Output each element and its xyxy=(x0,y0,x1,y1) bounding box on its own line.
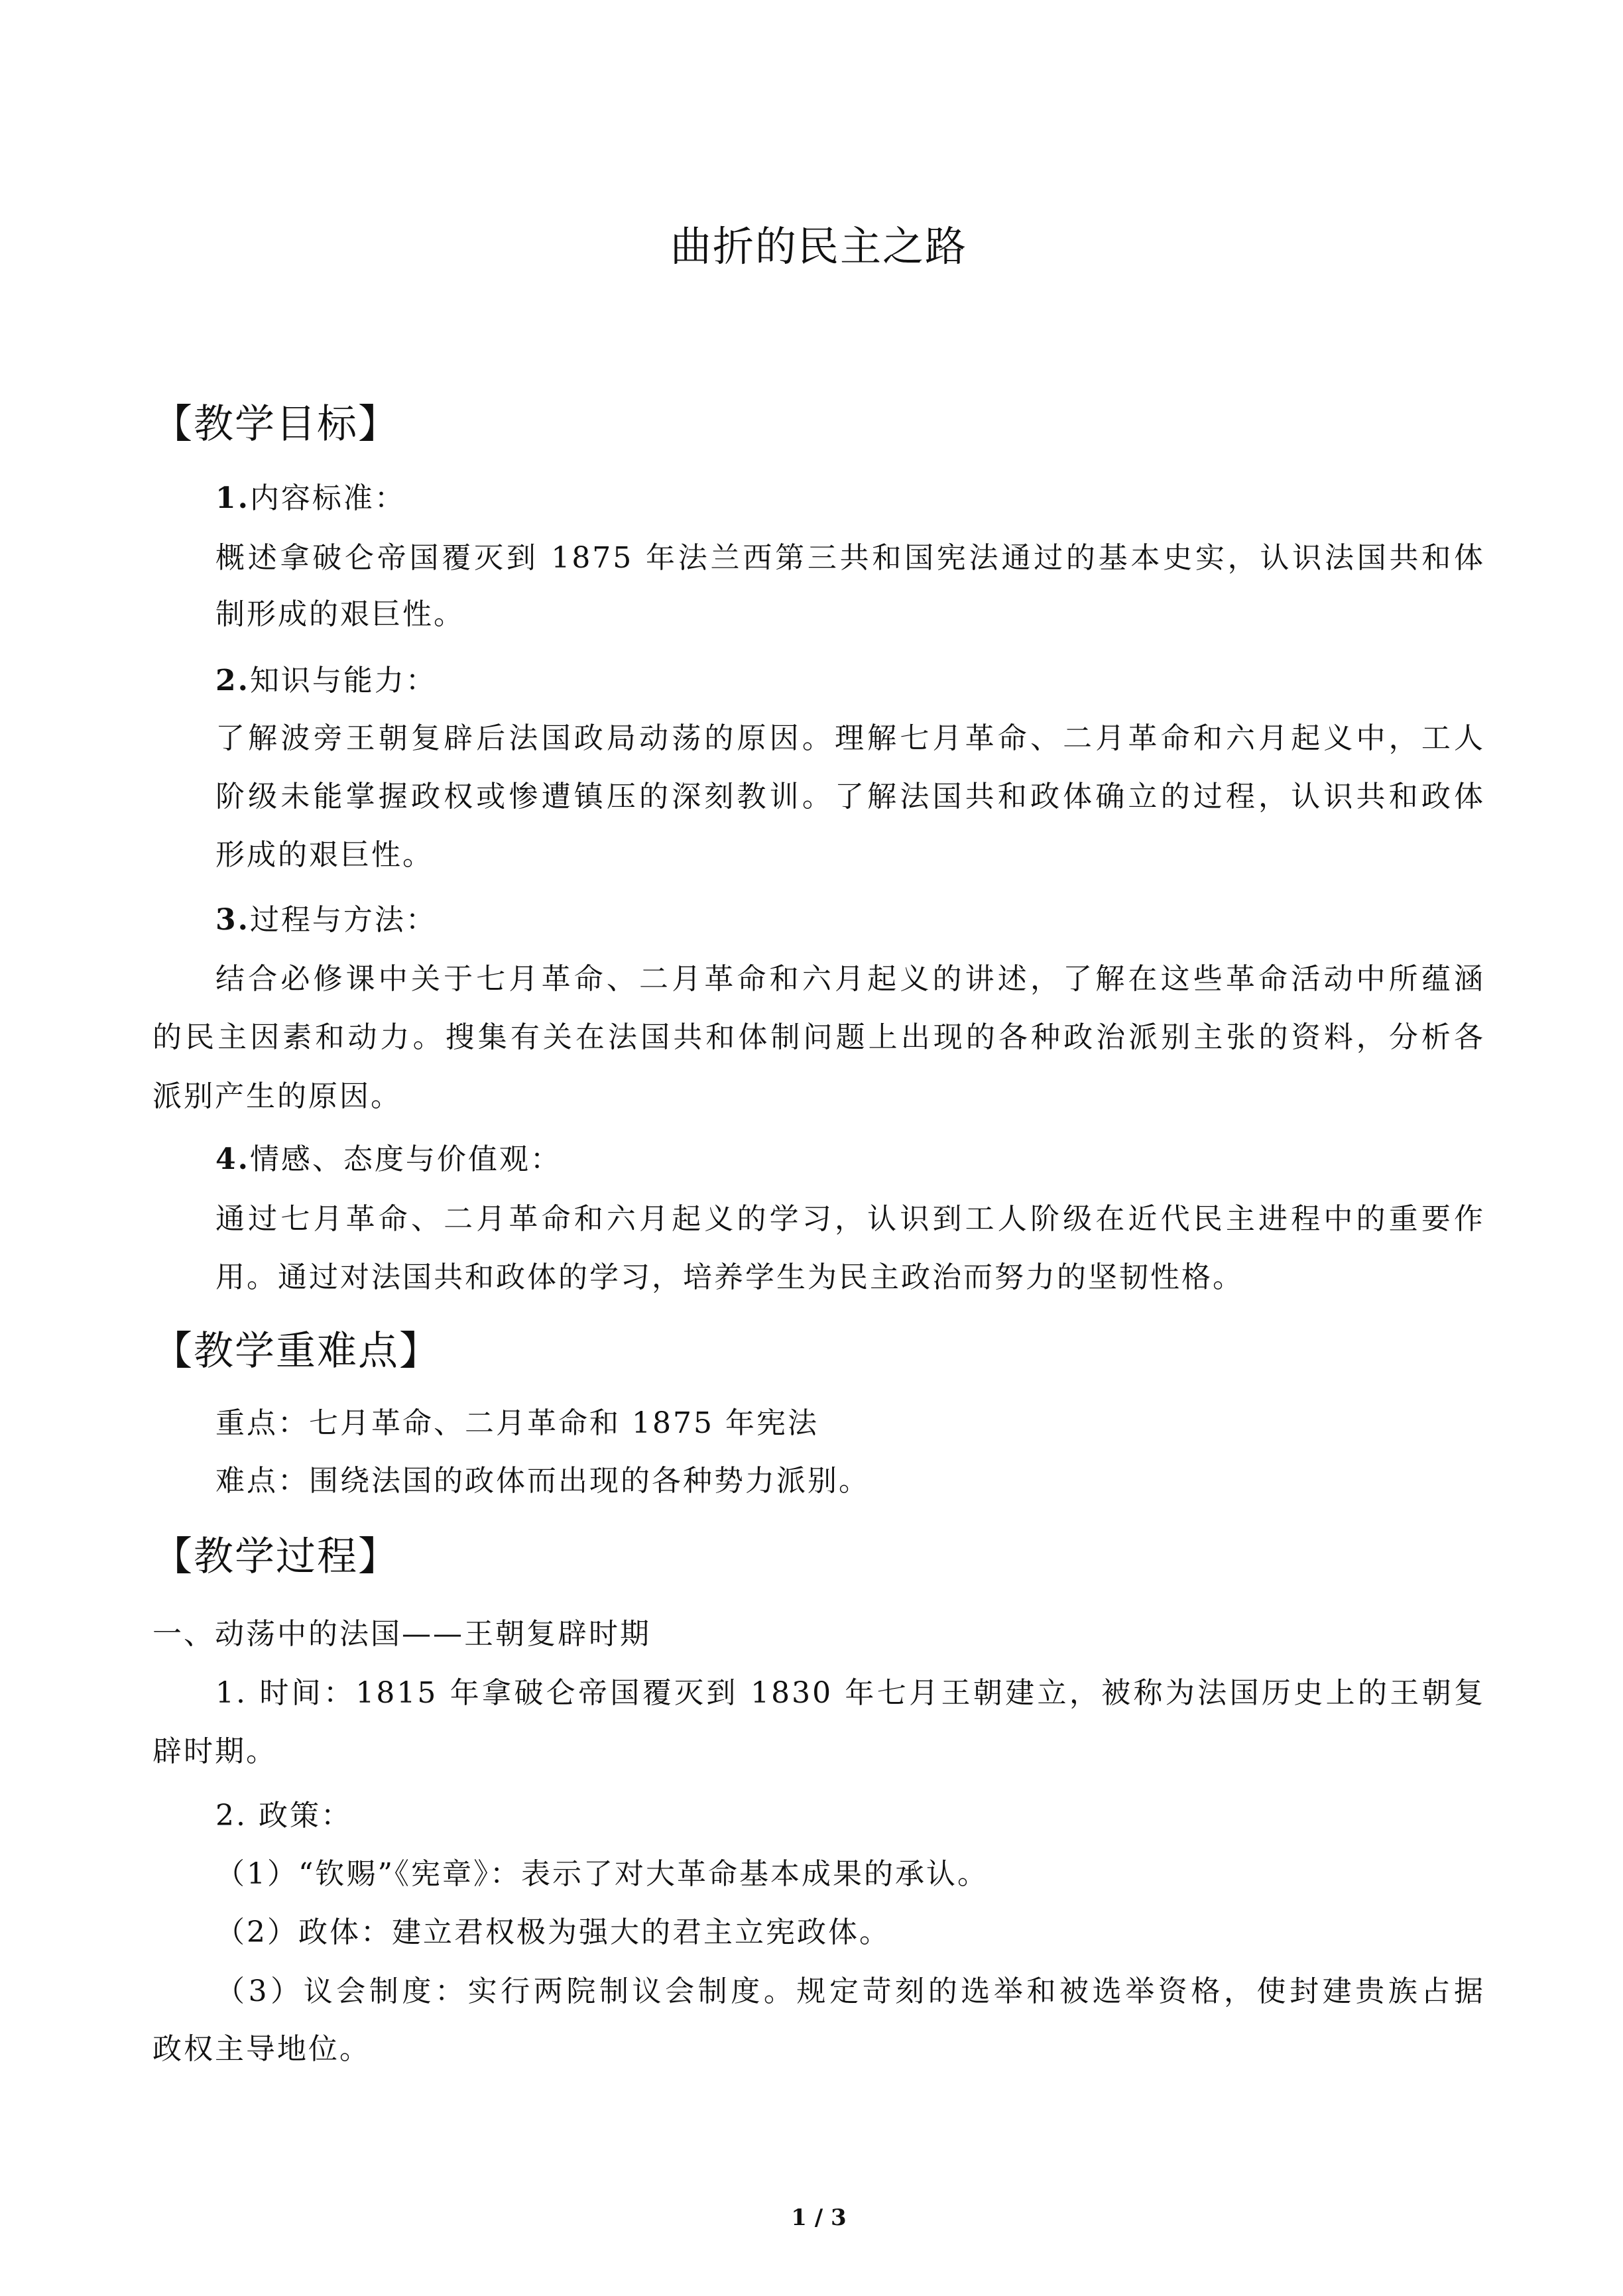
objective-2-label: 知识与能力： xyxy=(249,664,437,697)
page-title: 曲折的民主之路 xyxy=(670,222,967,271)
objective-3-label: 过程与方法： xyxy=(249,903,437,937)
section-heading-keypoints: 【教学重难点】 xyxy=(152,1328,440,1374)
objective-1-text-line: 制形成的艰巨性。 xyxy=(215,597,465,631)
objective-3-text-line: 结合必修课中关于七月革命、二月革命和六月起义的讲述，了解在这些革命活动中所蕴涵 xyxy=(215,962,1485,996)
section-heading-process: 【教学过程】 xyxy=(152,1534,399,1580)
objective-4-text-line: 用。通过对法国共和政体的学习，培养学生为民主政治而努力的坚韧性格。 xyxy=(215,1260,1244,1294)
section-heading-objectives: 【教学目标】 xyxy=(152,401,399,448)
process-text-line: （3）议会制度：实行两院制议会制度。规定苛刻的选举和被选举资格，使封建贵族占据 xyxy=(215,1974,1485,2008)
objective-4-text-line: 通过七月革命、二月革命和六月起义的学习，认识到工人阶级在近代民主进程中的重要作 xyxy=(215,1202,1485,1236)
document-page xyxy=(152,0,1485,2296)
process-text-line: 政权主导地位。 xyxy=(152,2032,371,2066)
objective-2-text-line: 形成的艰巨性。 xyxy=(215,838,434,872)
objective-1-heading xyxy=(215,481,406,515)
process-part-heading: 一、动荡中的法国——王朝复辟时期 xyxy=(152,1617,651,1651)
objective-2-number: 2. xyxy=(215,664,250,697)
objective-2-heading xyxy=(215,666,437,695)
objective-3-text-line: 的民主因素和动力。搜集有关在法国共和体制问题上出现的各种政治派别主张的资料，分析各 xyxy=(152,1020,1485,1054)
objective-1-label: 内容标准： xyxy=(249,481,406,515)
objective-3-heading xyxy=(215,903,437,937)
difficult-point: 难点：围绕法国的政体而出现的各种势力派别。 xyxy=(215,1464,870,1498)
objective-4-label: 情感、态度与价值观： xyxy=(249,1142,562,1176)
objective-2-text-line: 阶级未能掌握政权或惨遭镇压的深刻教训。了解法国共和政体确立的过程，认识共和政体 xyxy=(215,780,1485,814)
objective-1-text-line: 概述拿破仑帝国覆灭到 1875 年法兰西第三共和国宪法通过的基本史实，认识法国共和体 xyxy=(215,541,1485,575)
objective-2-text-line: 了解波旁王朝复辟后法国政局动荡的原因。理解七月革命、二月革命和六月起义中，工人 xyxy=(215,721,1485,755)
objective-1-number: 1. xyxy=(215,481,250,515)
page-number: 1 / 3 xyxy=(791,2205,847,2231)
objective-4-number: 4. xyxy=(215,1142,250,1176)
objective-3-text-line: 派别产生的原因。 xyxy=(152,1079,402,1113)
process-text-line: 2. 政策： xyxy=(215,1799,352,1833)
key-point: 重点：七月革命、二月革命和 1875 年宪法 xyxy=(215,1406,819,1440)
objective-3-number: 3. xyxy=(215,903,250,937)
process-text-line: 1. 时间：1815 年拿破仑帝国覆灭到 1830 年七月王朝建立，被称为法国历史上的王朝复 xyxy=(215,1676,1485,1710)
process-text-line: （2）政体：建立君权极为强大的君主立宪政体。 xyxy=(215,1915,890,1949)
process-text-line: （1）“钦赐”《宪章》：表示了对大革命基本成果的承认。 xyxy=(215,1857,989,1891)
objective-4-heading xyxy=(215,1142,562,1176)
process-text-line: 辟时期。 xyxy=(152,1734,277,1768)
